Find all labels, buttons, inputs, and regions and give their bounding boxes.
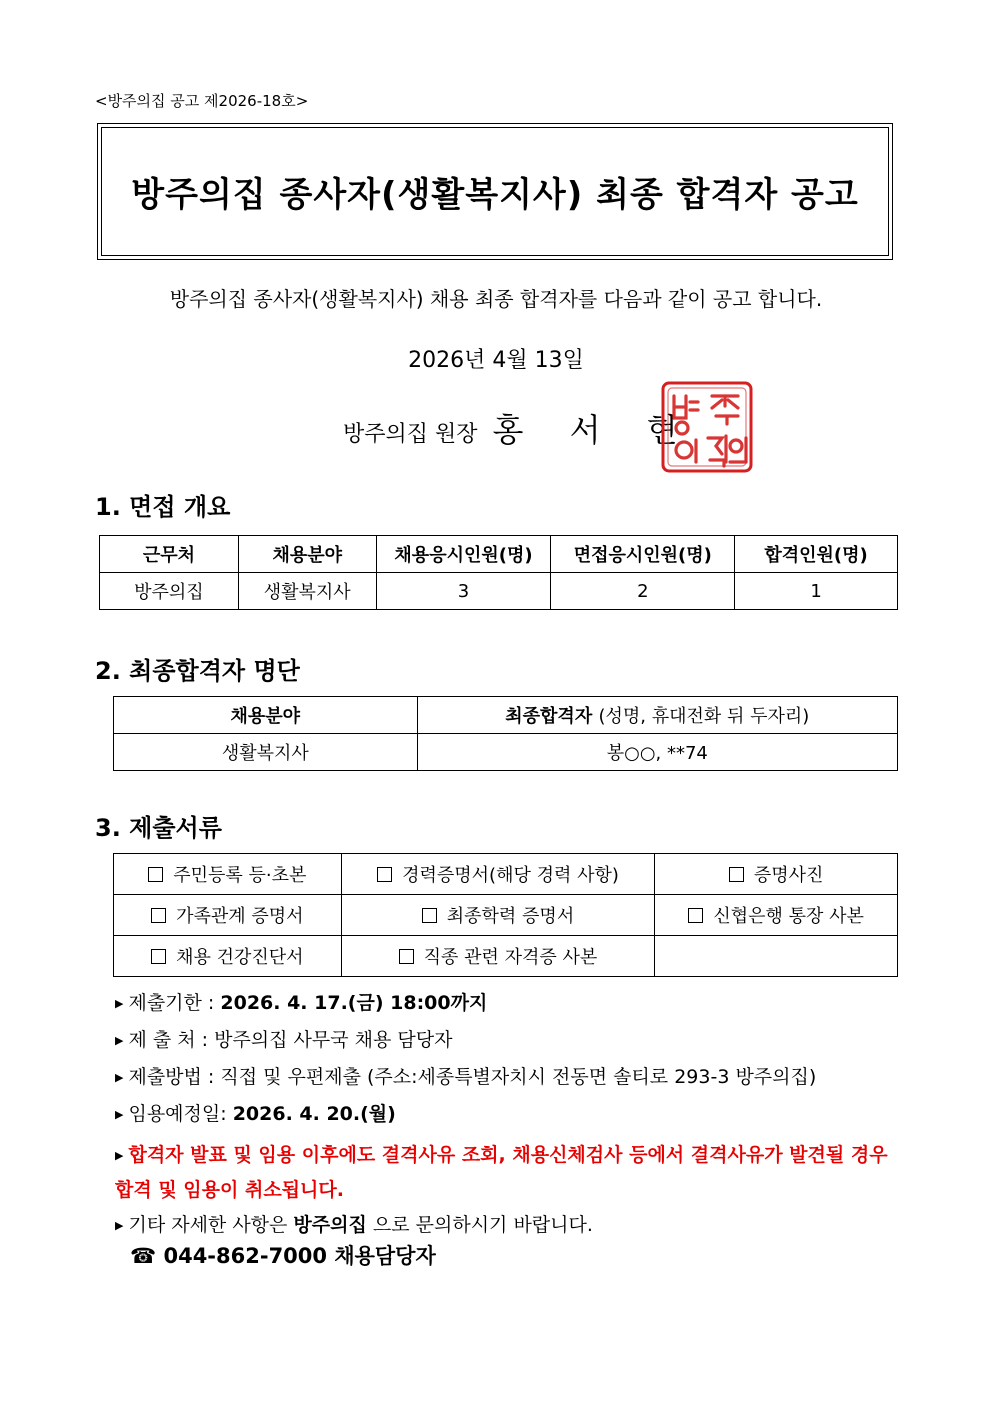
bullet-icon: ▶ bbox=[115, 997, 124, 1010]
bullet-icon: ▶ bbox=[115, 1071, 124, 1084]
cell-passed: 1 bbox=[735, 573, 898, 610]
document-item: 최종학력 증명서 bbox=[341, 895, 655, 936]
document-item: 증명사진 bbox=[655, 854, 898, 895]
header-passed: 합격인원(명) bbox=[735, 536, 898, 573]
cell-field: 생활복지사 bbox=[238, 573, 376, 610]
notice-number: <방주의집 공고 제2026-18호> bbox=[95, 92, 309, 110]
table-row bbox=[114, 936, 898, 977]
signatory-role: 방주의집 원장 bbox=[343, 422, 478, 447]
intro-text: 방주의집 종사자(생활복지사) 채용 최종 합격자를 다음과 같이 공고 합니다. bbox=[169, 287, 823, 311]
title-box bbox=[97, 123, 893, 260]
header-note: (성명, 휴대전화 뒤 두자리) bbox=[598, 706, 810, 727]
submission-notes bbox=[115, 990, 905, 1249]
bullet-icon: ▶ bbox=[115, 1034, 124, 1047]
checkbox-icon bbox=[377, 867, 392, 882]
contact-phone: ☎ 044-862-7000 채용담당자 bbox=[130, 1244, 436, 1268]
checkbox-icon bbox=[151, 908, 166, 923]
checkbox-icon bbox=[729, 867, 744, 882]
note-inquiry: ▶ 기타 자세한 사항은 방주의집 으로 문의하시기 바랍니다. bbox=[115, 1212, 905, 1249]
page-title: 방주의집 종사자(생활복지사) 최종 합격자 공고 bbox=[131, 175, 859, 215]
note-appointment: ▶ 임용예정일: 2026. 4. 20.(월) bbox=[115, 1101, 905, 1138]
section3-heading: 3. 제출서류 bbox=[95, 814, 222, 842]
documents-table bbox=[113, 853, 898, 977]
empty-cell bbox=[655, 936, 898, 977]
header-field: 채용분야 bbox=[114, 697, 418, 734]
interview-summary-table bbox=[99, 535, 898, 610]
bullet-icon: ▶ bbox=[115, 1108, 124, 1121]
table-row bbox=[114, 854, 898, 895]
header-workplace: 근무처 bbox=[100, 536, 239, 573]
cell-applicants: 3 bbox=[376, 573, 551, 610]
cell-candidate: 봉○○, **74 bbox=[417, 734, 897, 771]
header-interviewees: 면접응시인원(명) bbox=[551, 536, 735, 573]
header-final-candidate: 최종합격자 (성명, 휴대전화 뒤 두자리) bbox=[417, 697, 897, 734]
note-deadline: ▶ 제출기한 : 2026. 4. 17.(금) 18:00까지 bbox=[115, 990, 905, 1027]
section1-heading: 1. 면접 개요 bbox=[95, 493, 231, 521]
document-item: 채용 건강진단서 bbox=[114, 936, 342, 977]
document-item: 경력증명서(해당 경력 사항) bbox=[341, 854, 655, 895]
note-warning: ▶ 합격자 발표 및 임용 이후에도 결격사유 조회, 채용신체검사 등에서 결격사유가 발견될 경우 합격 및 임용이 취소됩니다. bbox=[115, 1138, 905, 1212]
checkbox-icon bbox=[151, 949, 166, 964]
final-candidates-table bbox=[113, 696, 898, 771]
signature-line bbox=[343, 405, 696, 451]
table-row bbox=[114, 734, 898, 771]
document-item: 주민등록 등·초본 bbox=[114, 854, 342, 895]
cell-field: 생활복지사 bbox=[114, 734, 418, 771]
bullet-icon: ▶ bbox=[115, 1219, 124, 1232]
note-place: ▶ 제 출 처 : 방주의집 사무국 채용 담당자 bbox=[115, 1027, 905, 1064]
table-row bbox=[100, 573, 898, 610]
table-header-row bbox=[100, 536, 898, 573]
section2-heading: 2. 최종합격자 명단 bbox=[95, 657, 300, 685]
note-method: ▶ 제출방법 : 직접 및 우편제출 (주소:세종특별자치시 전동면 솔티로 293-3 방주의집) bbox=[115, 1064, 905, 1101]
checkbox-icon bbox=[688, 908, 703, 923]
table-header-row bbox=[114, 697, 898, 734]
document-item: 신협은행 통장 사본 bbox=[655, 895, 898, 936]
cell-workplace: 방주의집 bbox=[100, 573, 239, 610]
header-field: 채용분야 bbox=[238, 536, 376, 573]
bullet-icon: ▶ bbox=[115, 1149, 124, 1162]
checkbox-icon bbox=[422, 908, 437, 923]
checkbox-icon bbox=[148, 867, 163, 882]
official-seal-icon bbox=[660, 380, 754, 474]
announcement-date: 2026년 4월 13일 bbox=[408, 348, 584, 373]
table-row bbox=[114, 895, 898, 936]
cell-interviewees: 2 bbox=[551, 573, 735, 610]
header-applicants: 채용응시인원(명) bbox=[376, 536, 551, 573]
signatory-name: 홍 서 현 bbox=[492, 411, 696, 449]
document-item: 가족관계 증명서 bbox=[114, 895, 342, 936]
checkbox-icon bbox=[399, 949, 414, 964]
document-item: 직종 관련 자격증 사본 bbox=[341, 936, 655, 977]
